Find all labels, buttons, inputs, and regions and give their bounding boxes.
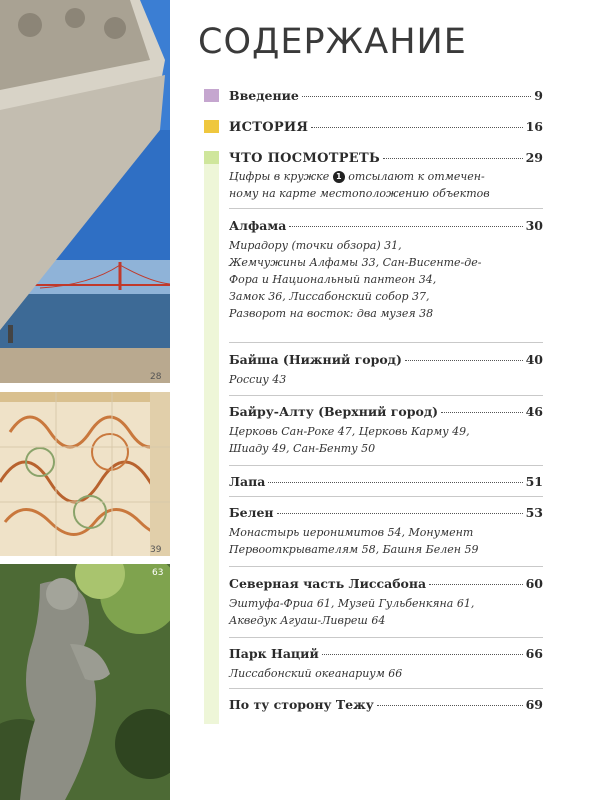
divider xyxy=(229,465,543,466)
toc-entry-beyond-tagus[interactable] xyxy=(229,697,543,712)
toc-entry-page: 69 xyxy=(525,697,543,712)
toc-entry-lapa[interactable] xyxy=(229,474,543,489)
photo-statue xyxy=(0,564,170,800)
statue-image xyxy=(0,564,170,800)
dot-leader xyxy=(383,158,523,159)
toc-entry-page: 9 xyxy=(534,88,543,103)
sights-color-marker xyxy=(204,151,219,164)
photo-monument xyxy=(0,0,170,383)
toc-entry-bairro-alto[interactable] xyxy=(229,404,543,419)
divider xyxy=(229,208,543,209)
subentry-line: Лиссабонский океанариум 66 xyxy=(229,667,403,680)
dot-leader xyxy=(311,127,522,128)
dot-leader xyxy=(268,482,522,483)
photo-page-number: 63 xyxy=(152,568,164,578)
toc-entry-label: ЧТО ПОСМОТРЕТЬ xyxy=(229,151,381,166)
intro-color-marker xyxy=(204,89,219,102)
toc-entry-park-of-nations[interactable] xyxy=(229,646,543,661)
toc-entry-page: 66 xyxy=(525,646,543,661)
divider xyxy=(229,688,543,689)
toc-entry-label: Байру-Алту (Верхний город) xyxy=(229,404,439,419)
subentry-line: Фора и Национальный пантеон 34, xyxy=(229,273,437,286)
toc-entry-label: По ту сторону Тежу xyxy=(229,697,374,712)
toc-entry-label: Северная часть Лиссабона xyxy=(229,576,427,591)
dot-leader xyxy=(441,412,523,413)
toc-subentries xyxy=(229,595,549,629)
toc-entry-label: ИСТОРИЯ xyxy=(229,120,309,135)
subentry-line: Жемчужины Алфамы 33, Сан-Висенте-де- xyxy=(229,256,482,269)
map-numbers-note xyxy=(229,168,549,202)
sights-section-bar xyxy=(204,164,219,724)
subentry-line: Первооткрывателям 58, Башня Белен 59 xyxy=(229,543,479,556)
toc-subentries xyxy=(229,423,549,457)
subentry-line: Акведук Агуаш-Ливреш 64 xyxy=(229,614,386,627)
toc-entry-page: 46 xyxy=(525,404,543,419)
toc-entry-page: 51 xyxy=(525,474,543,489)
dot-leader xyxy=(289,226,522,227)
note-text: ному на карте местоположению объектов xyxy=(229,187,490,200)
toc-entry-label: Лапа xyxy=(229,474,266,489)
dot-leader xyxy=(322,654,523,655)
divider xyxy=(229,496,543,497)
subentry-line: Россиу 43 xyxy=(229,373,287,386)
subentry-line: Шиаду 49, Сан-Бенту 50 xyxy=(229,442,376,455)
toc-entry-page: 60 xyxy=(525,576,543,591)
toc-entry-history[interactable] xyxy=(229,119,543,135)
toc-entry-belem[interactable] xyxy=(229,505,543,520)
dot-leader xyxy=(377,705,523,706)
divider xyxy=(229,637,543,638)
photo-page-number: 39 xyxy=(150,545,162,555)
toc-entry-sights[interactable] xyxy=(229,150,543,166)
photo-tiles xyxy=(0,392,170,556)
subentry-line: Церковь Сан-Роке 47, Церковь Карму 49, xyxy=(229,425,470,438)
note-text: отсылают к отмечен- xyxy=(348,170,485,183)
azulejo-tiles-image xyxy=(0,392,170,556)
divider xyxy=(229,566,543,567)
toc-entry-page: 53 xyxy=(525,505,543,520)
toc-entry-label: Парк Наций xyxy=(229,646,319,661)
toc-subentries xyxy=(229,237,549,322)
map-number-icon: 1 xyxy=(333,171,345,183)
toc-entry-intro[interactable] xyxy=(229,88,543,103)
subentry-line: Эштуфа-Фриа 61, Музей Гульбенкяна 61, xyxy=(229,597,475,610)
toc-entry-label: Байша (Нижний город) xyxy=(229,352,402,367)
subentry-line: Мирадору (точки обзора) 31, xyxy=(229,239,402,252)
toc-entry-label: Белен xyxy=(229,505,274,520)
toc-entry-page: 30 xyxy=(525,218,543,233)
toc-entry-page: 16 xyxy=(525,119,543,134)
page-title: СОДЕРЖАНИЕ xyxy=(198,22,467,62)
monument-image xyxy=(0,0,170,383)
toc-subentries xyxy=(229,524,549,558)
dot-leader xyxy=(302,96,531,97)
dot-leader xyxy=(277,513,523,514)
subentry-line: Замок 36, Лиссабонский собор 37, xyxy=(229,290,430,303)
history-color-marker xyxy=(204,120,219,133)
divider xyxy=(229,395,543,396)
toc-subentries xyxy=(229,371,549,388)
toc-entry-north-lisbon[interactable] xyxy=(229,576,543,591)
toc-entry-page: 40 xyxy=(525,352,543,367)
dot-leader xyxy=(429,584,522,585)
toc-entry-label: Введение xyxy=(229,88,299,103)
note-text: Цифры в кружке xyxy=(229,170,330,183)
dot-leader xyxy=(405,360,523,361)
subentry-line: Разворот на восток: два музея 38 xyxy=(229,307,434,320)
toc-entry-page: 29 xyxy=(525,150,543,165)
toc-entry-baixa[interactable] xyxy=(229,352,543,367)
toc-subentries xyxy=(229,665,549,682)
divider xyxy=(229,342,543,343)
toc-entry-alfama[interactable] xyxy=(229,218,543,233)
photo-page-number: 28 xyxy=(150,372,162,382)
toc-entry-label: Алфама xyxy=(229,218,287,233)
subentry-line: Монастырь иеронимитов 54, Монумент xyxy=(229,526,474,539)
